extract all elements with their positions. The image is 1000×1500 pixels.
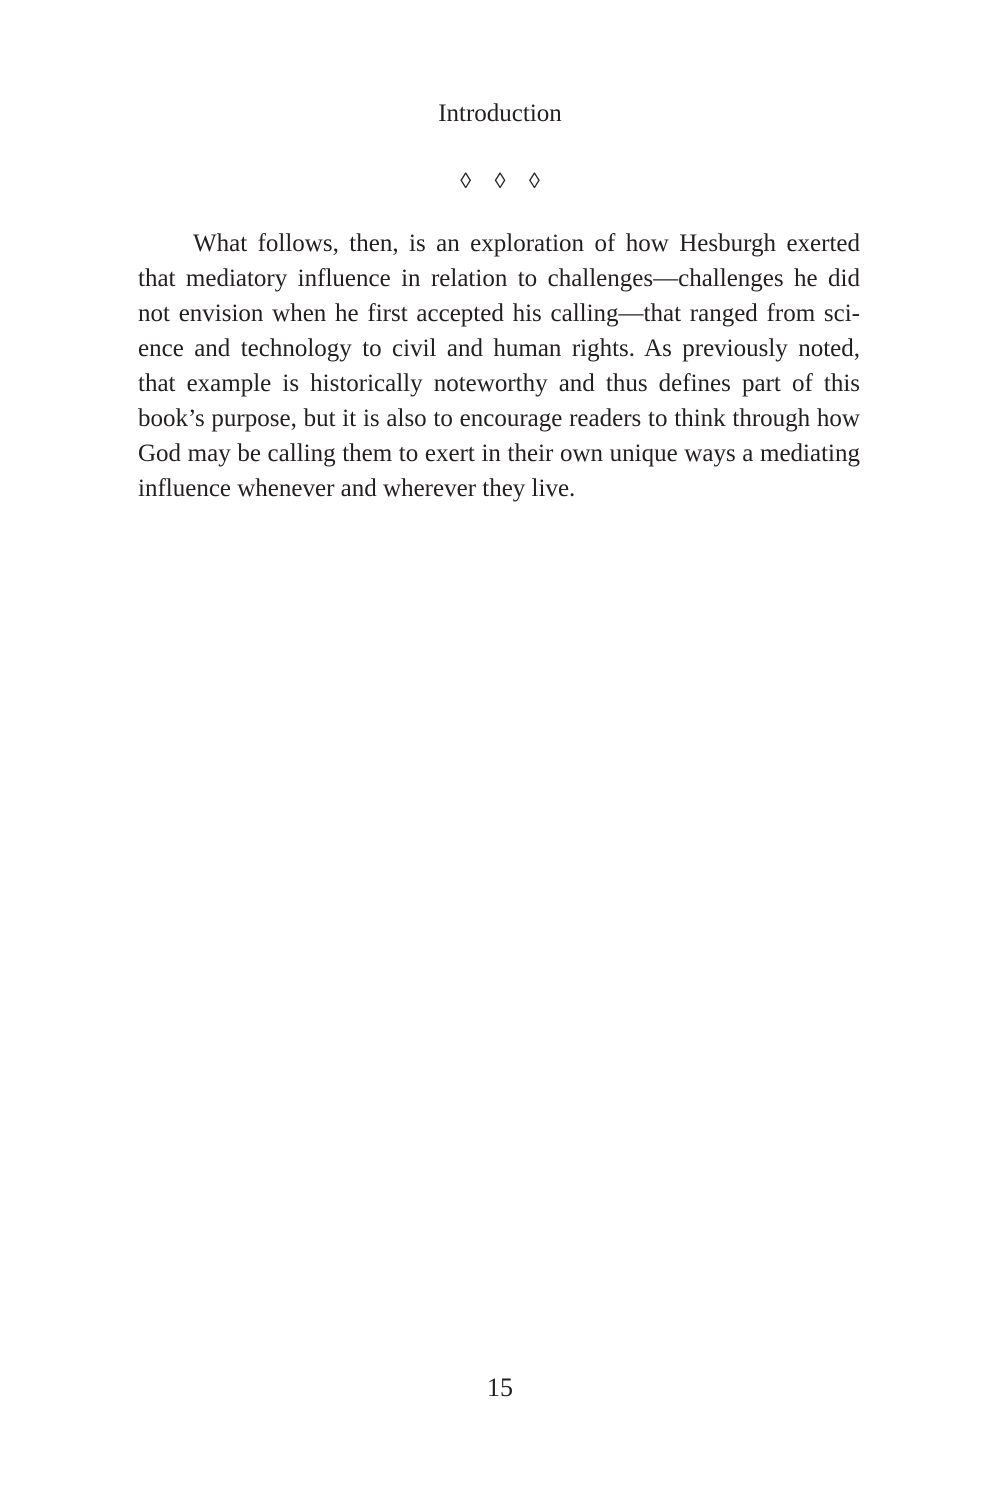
paragraph-line: book’s purpose, but it is also to encourage readers to think through how — [138, 405, 860, 432]
paragraph-line: not envision when he first accepted his calling—that ranged from sci- — [138, 300, 860, 327]
paragraph-line: What follows, then, is an exploration of how Hesburgh exerted — [193, 230, 860, 257]
running-head: Introduction — [438, 100, 562, 127]
paragraph-line: influence whenever and wherever they live. — [138, 475, 576, 502]
paragraph-line: that mediatory influence in relation to challenges—challenges he did — [138, 265, 860, 292]
lozenge-icon: ◊ — [460, 168, 472, 193]
paragraph-line: God may be calling them to exert in their own unique ways a mediating — [138, 440, 860, 467]
body-paragraph — [138, 226, 860, 506]
lozenge-icon: ◊ — [494, 168, 506, 193]
paragraph-line: ence and technology to civil and human rights. As previously noted, — [138, 335, 860, 362]
lozenge-icon: ◊ — [528, 168, 540, 193]
paragraph-line: that example is historically noteworthy and thus defines part of this — [138, 370, 860, 397]
page-number: 15 — [487, 1373, 513, 1402]
section-break-ornament — [0, 166, 1000, 196]
